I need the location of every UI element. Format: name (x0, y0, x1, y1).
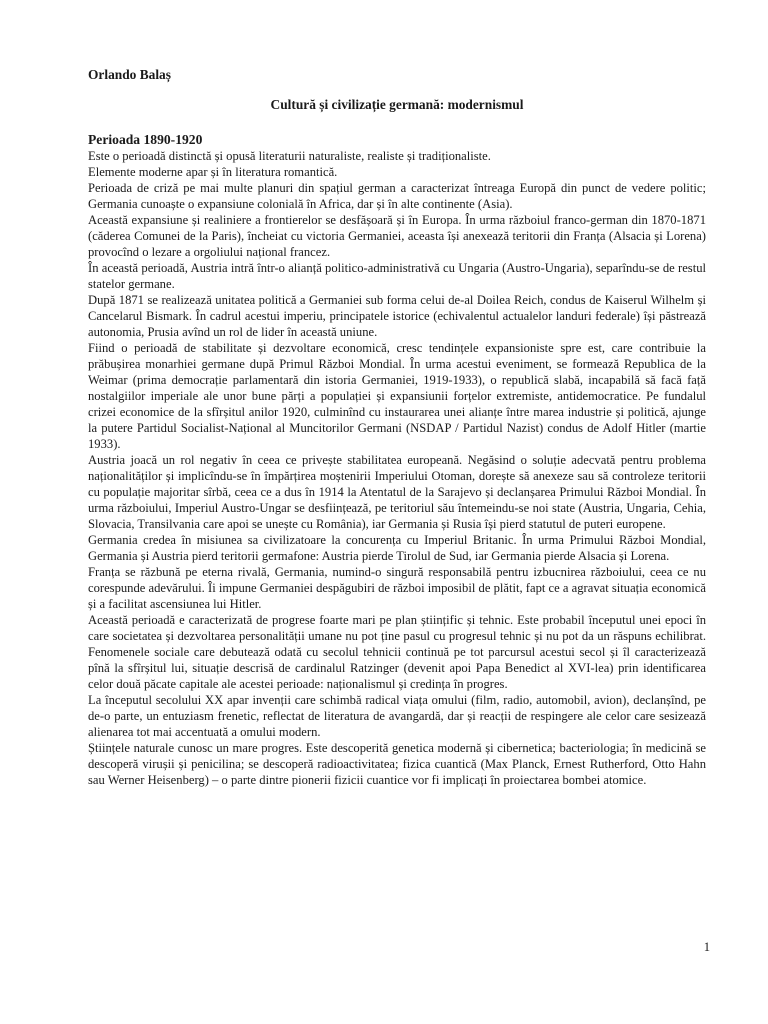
paragraph: Științele naturale cunosc un mare progres. Este descoperită genetica modernă și cibernetica; bacteriologia; în medicină se descoperă virușii și penicilina; se descoperă radioactivitatea; fizica cuantică (Max Planck, Ernest Rutherford, Otto Hahn sau Werner Heisenberg) – o parte dintre pionerii fizicii cuantice vor fi implicați în proiectarea bombei atomice. (88, 741, 706, 787)
paragraph: Este o perioadă distinctă și opusă literaturii naturaliste, realiste și tradiționaliste. (88, 149, 491, 163)
paragraph: Această expansiune și realiniere a frontierelor se desfășoară și în Europa. În urma războiul franco-german din 1870-1871 (căderea Comunei de la Paris), încheiat cu victoria Germaniei, aceasta își anexează teritorii din Franța (Alsacia și Lorena) provocînd o lezare a orgoliului național francez. (88, 213, 706, 259)
page-number: 1 (703, 940, 710, 954)
paragraph: Fiind o perioadă de stabilitate și dezvoltare economică, cresc tendințele expansioniste spre est, care contribuie la prăbușirea monarhiei germane după Primul Război Mondial. În urma acestui eveniment, se formează Republica de la Weimar (prima democrație parlamentară din istoria Germaniei, 1919-1933), o republică slabă, incapabilă să facă față nostalgiilor imperiale ale unor bune părți a populației și expansiunii forțelor extremiste, antidemocratice. Pe fundalul crizei economice de la sfîrșitul anilor 1920, culminînd cu instaurarea unei alianțe între marea industrie și politică, ajunge la putere Partidul Socialist-Național al Muncitorilor Germani (NSDAP / Partidul Nazist) condus de Adolf Hitler (martie 1933). (88, 341, 706, 451)
paragraph: Elemente moderne apar și în literatura romantică. (88, 165, 338, 179)
author-name: Orlando Balaș (88, 67, 171, 82)
paragraph: Germania credea în misiunea sa civilizatoare la concurența cu Imperiul Britanic. În urma Primului Război Mondial, Germania și Austria pierd teritorii germafone: Austria pierde Tirolul de Sud, iar Germania pierde Alsacia și Lorena. (88, 533, 706, 563)
paragraph: La începutul secolului XX apar invenții care schimbă radical viața omului (film, radio, automobil, avion), declanșînd, pe de-o parte, un entuziasm frenetic, reflectat de literatura de avangardă, dar și reacții de respingere ale celor care sesizează alienarea tot mai accentuată a omului modern. (88, 693, 706, 739)
paragraph: Austria joacă un rol negativ în ceea ce privește stabilitatea europeană. Negăsind o soluție adecvată pentru problema naționalităților și implicîndu-se în împărțirea moștenirii Imperiului Otoman, dorește să anexeze sau să controleze teritorii cu populație majoritar sîrbă, ceea ce a dus în 1914 la Atentatul de la Sarajevo și declanșarea Primului Război Mondial. În urma războiului, Imperiul Austro-Ungar se desființează, pe teritoriul său întemeindu-se noi state (Austria, Ungaria, Cehia, Slovacia, Transilvania care apoi se unește cu România), iar Germania și Rusia își pierd statutul de puteri europene. (88, 453, 706, 531)
body-text (88, 148, 706, 788)
section-heading: Perioada 1890-1920 (88, 132, 203, 147)
paragraph: După 1871 se realizează unitatea politică a Germaniei sub forma celui de-al Doilea Reich, condus de Kaiserul Wilhelm și Cancelarul Bismark. În cadrul acestui imperiu, principatele istorice (echivalentul actualelor landuri federale) își păstrează autonomia, Prusia avînd un rol de lider în această uniune. (88, 293, 706, 339)
paragraph: În această perioadă, Austria intră într-o alianță politico-administrativă cu Ungaria (Austro-Ungaria), separîndu-se de restul statelor germane. (88, 261, 706, 291)
paragraph: Franța se răzbună pe eterna rivală, Germania, numind-o singură responsabilă pentru izbucnirea războiului, ceea ce nu corespunde adevărului. Îi impune Germaniei despăgubiri de război imposibil de plătit, fapt ce a agravat situația economică și a facilitat ascensiunea lui Hitler. (88, 565, 706, 611)
document-title: Cultură și civilizație germană: modernismul (270, 97, 524, 112)
paragraph: Această perioadă e caracterizată de progrese foarte mari pe plan științific și tehnic. Este probabil începutul unei epoci în care societatea și dezvoltarea personalității umane nu pot ține pasul cu progresul tehnic și nu pot da un răspuns echilibrat. Fenomenele sociale care debutează odată cu secolul tehnicii continuă pe tot parcursul acestui secol și îl caracterizează pînă la sfîrșitul lui, situație descrisă de cardinalul Ratzinger (devenit apoi Papa Benedict al XVI-lea) prin identificarea celor două păcate capitale ale acestei perioade: naționalismul și credința în progres. (88, 613, 706, 691)
paragraph: Perioada de criză pe mai multe planuri din spațiul german a caracterizat întreaga Europă din punct de vedere politic; Germania cunoaște o expansiune colonială în Africa, dar și în alte continente (Asia). (88, 181, 706, 211)
